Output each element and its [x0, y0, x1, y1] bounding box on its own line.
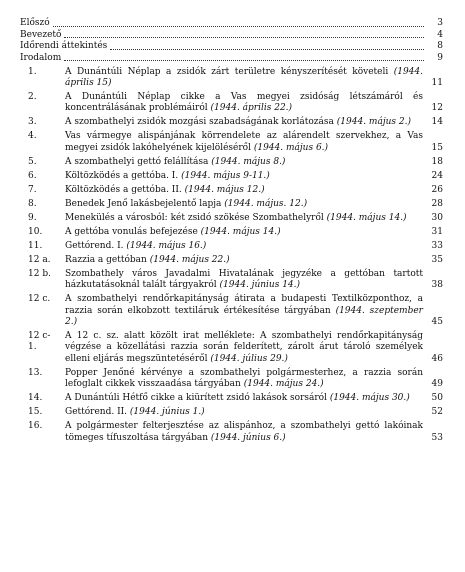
- dot-leader: [64, 60, 424, 61]
- entry-number: 3.: [28, 117, 37, 128]
- entry-number: 2.: [28, 92, 37, 102]
- entry-text: [65, 213, 443, 224]
- entry-number: 8.: [28, 198, 37, 209]
- entry-page-number: 52: [431, 407, 443, 418]
- entry-title: A Dunántúli Hétfő cikke a kiürített zsidó lakások sorsáról: [65, 393, 327, 404]
- dot-leader: [110, 49, 424, 50]
- entry-page-number: 33: [431, 240, 443, 251]
- entry-title: A gettóba vonulás befejezése: [65, 226, 198, 237]
- entry-date: (1944. június 1.): [129, 407, 205, 418]
- entry-text: [65, 185, 443, 196]
- entry-text: [65, 67, 443, 90]
- toc-entry: [20, 157, 443, 168]
- toc-entry: [20, 255, 443, 266]
- entry-text: [65, 294, 443, 328]
- entry-date: (1944. május 14.): [200, 226, 281, 237]
- entry-page-number: 35: [431, 254, 443, 265]
- toc-entry: [20, 92, 443, 115]
- toc-entry: [20, 269, 443, 292]
- entry-text: [65, 117, 443, 128]
- toc-page-number: 3: [437, 18, 443, 29]
- entry-number: 4.: [28, 131, 37, 142]
- toc-entry: [20, 199, 443, 210]
- entry-page-number: 46: [431, 353, 443, 364]
- entry-date: (1944. május 8.): [211, 156, 286, 167]
- entry-title: Költözködés a gettóba. I.: [65, 170, 179, 181]
- entry-date: (1944. május 12.): [184, 184, 265, 195]
- toc-entry: [20, 131, 443, 154]
- entry-title: Szombathely város Javadalmi Hivatalának jegyzéke a gettóban tartott házkutatásoknál talált tárgyakról: [65, 268, 423, 291]
- entry-number: 12 a.: [28, 254, 51, 265]
- entry-page-number: 11: [431, 78, 443, 88]
- entry-number: 15.: [28, 407, 43, 418]
- toc-entry: [20, 171, 443, 182]
- entry-number: 16.: [28, 421, 43, 432]
- entry-page-number: 12: [431, 103, 443, 114]
- toc-front-item: [20, 41, 443, 53]
- entry-text: [65, 393, 443, 404]
- entry-date: (1944. május 22.): [149, 254, 230, 265]
- dot-leader: [53, 26, 424, 27]
- entry-page-number: 49: [431, 379, 443, 390]
- entry-title: A polgármester felterjesztése az alispánhoz, a szombathelyi gettó lakóinak tömeges tífuszoltása tárgyában: [65, 421, 423, 443]
- entry-date: (1944. április 15): [65, 66, 423, 88]
- entry-page-number: 31: [431, 226, 443, 237]
- entry-title: Popper Jenőné kérvénye a szombathelyi polgármesterhez, a razzia során lefoglalt cikkek visszaadása tárgyában: [65, 367, 423, 390]
- entry-number: 9.: [28, 212, 37, 223]
- toc-entry: [20, 368, 443, 391]
- entry-title: Benedek Jenő lakásbejelentő lapja: [65, 198, 222, 209]
- entry-title: A Dunántúli Néplap a zsidók zárt területre kényszerítését követeli: [65, 66, 389, 77]
- toc-front-item: [20, 18, 443, 30]
- entry-page-number: 15: [431, 142, 443, 153]
- toc-page-number: 8: [437, 41, 443, 52]
- entry-page-number: 50: [431, 393, 443, 404]
- entry-text: [65, 407, 443, 418]
- entry-text: [65, 255, 443, 266]
- entry-title: A 12 c. sz. alatt közölt irat melléklete: A szombathelyi rendőrkapitányság végzése a közellátási razzia során felderített, zárolt árut tároló személyek elleni eljárás megszüntetéséről: [65, 331, 423, 364]
- entry-title: A szombathelyi rendőrkapitányság átirata a budapesti Textilközponthoz, a razzia során elkobzott textiláruk értékesítése tárgyában: [65, 294, 423, 316]
- toc-front-item: [20, 53, 443, 65]
- entry-date: (1944. május 30.): [329, 393, 410, 404]
- entry-number: 6.: [28, 170, 37, 181]
- entry-text: [65, 368, 443, 391]
- toc-entry: [20, 294, 443, 328]
- entry-number: 12 c.: [28, 294, 51, 305]
- entry-number: 1.: [28, 66, 37, 77]
- entry-number: 10.: [28, 226, 43, 237]
- entry-number: 14.: [28, 393, 43, 404]
- entry-title: A Dunántúli Néplap cikke a Vas megyei zsidóság létszámáról és koncentrálásának problémáiról: [65, 92, 423, 114]
- entry-date: (1944. május 24.): [243, 379, 324, 390]
- entry-text: [65, 241, 443, 252]
- toc-label: Irodalom: [20, 52, 62, 63]
- toc-page-number: 9: [437, 52, 443, 63]
- toc-entry: [20, 227, 443, 238]
- entry-page-number: 18: [431, 156, 443, 167]
- entry-title: Razzia a gettóban: [65, 254, 147, 265]
- toc-entry: [20, 67, 443, 90]
- entry-date: (1944. május. 12.): [224, 198, 308, 209]
- entry-date: (1944. május 6.): [253, 142, 329, 153]
- entry-date: (1944. április 22.): [210, 103, 293, 114]
- table-of-contents: [20, 18, 443, 444]
- entry-title: Menekülés a városból: két zsidó szökése Szombathelyről: [65, 212, 324, 223]
- toc-entry: [20, 331, 443, 365]
- entry-page-number: 53: [431, 432, 443, 443]
- entry-date: (1944. május 16.): [126, 240, 207, 251]
- entry-text: [65, 171, 443, 182]
- entry-title: Vas vármegye alispánjának körrendelete az alárendelt szervekhez, a Vas megyei zsidók lakóhelyének kijelöléséről: [65, 131, 423, 153]
- entry-date: (1944. június 14.): [219, 280, 301, 291]
- entry-text: [65, 131, 443, 154]
- entry-text: [65, 331, 443, 365]
- entry-page-number: 28: [431, 198, 443, 209]
- toc-entry: [20, 213, 443, 224]
- toc-entry: [20, 421, 443, 444]
- entry-page-number: 24: [431, 170, 443, 181]
- toc-entry: [20, 407, 443, 418]
- entry-text: [65, 157, 443, 168]
- entry-number: 12 c-1.: [28, 331, 51, 353]
- entry-page-number: 38: [431, 280, 443, 291]
- toc-label: Időrendi áttekintés: [20, 41, 108, 52]
- entry-number: 11.: [28, 240, 43, 251]
- entry-text: [65, 421, 443, 444]
- entry-title: A szombathelyi zsidók mozgási szabadságának korlátozása: [65, 117, 334, 128]
- entry-date: (1944. június 6.): [210, 432, 286, 443]
- entry-date: (1944. május 14.): [326, 212, 407, 223]
- entry-date: (1944. szeptember 2.): [65, 305, 423, 328]
- entry-number: 12 b.: [28, 268, 51, 279]
- entry-text: [65, 199, 443, 210]
- entry-page-number: 14: [431, 117, 443, 128]
- entry-number: 13.: [28, 367, 43, 378]
- entry-number: 5.: [28, 156, 37, 167]
- entry-date: (1944. május 9-11.): [181, 170, 270, 181]
- entry-text: [65, 92, 443, 115]
- dot-leader: [64, 37, 424, 38]
- toc-page-number: 4: [437, 29, 443, 40]
- entry-number: 7.: [28, 184, 37, 195]
- entry-title: Gettórend. II.: [65, 407, 128, 418]
- entry-text: [65, 227, 443, 238]
- entry-title: Gettórend. I.: [65, 240, 124, 251]
- entry-date: (1944. május 2.): [336, 117, 411, 128]
- entry-page-number: 45: [431, 317, 443, 328]
- entry-page-number: 30: [431, 212, 443, 223]
- toc-entry: [20, 117, 443, 128]
- toc-entry: [20, 393, 443, 404]
- entry-title: Költözködés a gettóba. II.: [65, 184, 182, 195]
- entry-text: [65, 269, 443, 292]
- entry-title: A szombathelyi gettó felállítása: [65, 156, 209, 167]
- entry-date: (1944. július 29.): [210, 353, 288, 364]
- toc-entry: [20, 241, 443, 252]
- toc-entry: [20, 185, 443, 196]
- entry-page-number: 26: [431, 184, 443, 195]
- toc-label: Előszó: [20, 18, 50, 29]
- toc-front-item: [20, 30, 443, 42]
- toc-label: Bevezető: [20, 29, 62, 40]
